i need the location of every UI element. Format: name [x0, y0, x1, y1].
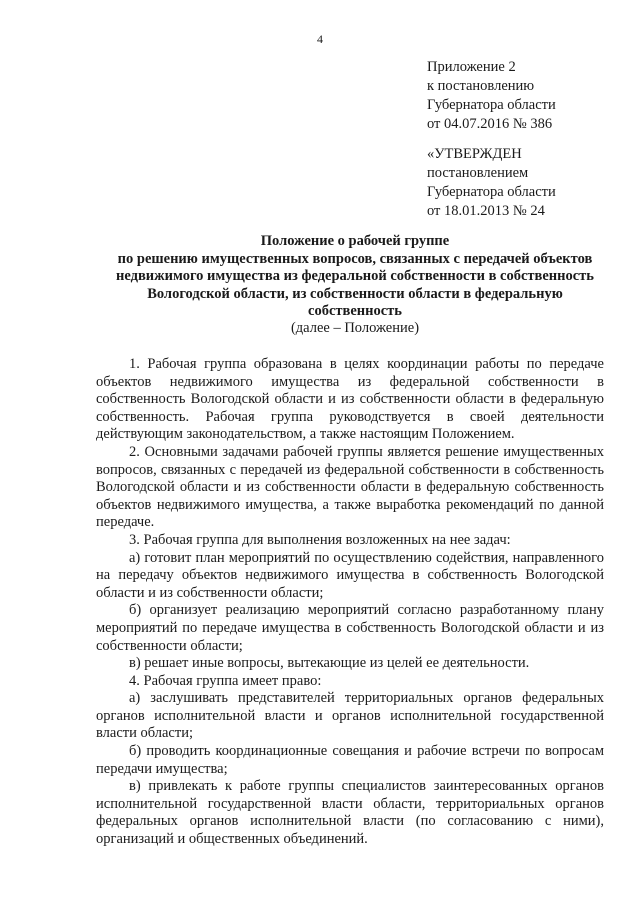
appendix-line: Приложение 2 — [427, 59, 516, 75]
appendix-line: к постановлению — [427, 78, 535, 94]
appendix-header — [427, 58, 556, 134]
approval-line: Губернатора области — [427, 184, 556, 200]
paragraph-4a: а) заслушивать представителей территориальных органов федеральных органов исполнительной власти и органов исполнительной государственной власти области; — [96, 690, 604, 742]
paragraph-3b: б) организует реализацию мероприятий согласно разработанному плану мероприятий по передаче имущества в собственность Вологодской области и из собственности области; — [96, 602, 604, 654]
paragraph-3c: в) решает иные вопросы, вытекающие из целей ее деятельности. — [129, 655, 530, 672]
approval-line: постановлением — [427, 165, 529, 181]
document-title — [90, 233, 620, 321]
page-number: 4 — [317, 32, 323, 46]
document-body — [96, 356, 604, 849]
title-line: собственность — [308, 303, 402, 319]
title-line: Вологодской области, из собственности области в федеральную — [147, 285, 563, 302]
title-line: недвижимого имущества из федеральной собственности в собственность — [116, 268, 594, 284]
paragraph-4b: б) проводить координационные совещания и рабочие встречи по вопросам передачи имущества; — [96, 743, 604, 777]
paragraph-4: 4. Рабочая группа имеет право: — [129, 672, 322, 689]
title-line: по решению имущественных вопросов, связанных с передачей объектов — [117, 250, 593, 267]
paragraph-3: 3. Рабочая группа для выполнения возложенных на нее задач: — [129, 531, 511, 548]
approval-line: «УТВЕРЖДЕН — [427, 146, 522, 162]
approval-stamp-text — [427, 145, 556, 221]
document-subtitle: (далее – Положение) — [290, 320, 420, 336]
title-line: Положение о рабочей группе — [260, 233, 450, 249]
paragraph-1: 1. Рабочая группа образована в целях координации работы по передаче объектов недвижимого имущества из федеральной собственности в собственность Вологодской области и из собственности области в федеральную собственность. Рабочая группа руководствуется в своей деятельности действующим законодательством, а также настоящим Положением. — [96, 356, 604, 443]
paragraph-4c: в) привлекать к работе группы специалистов заинтересованных органов исполнительной государственной власти области, территориальных органов федеральных органов исполнительной власти (по согласованию с ними), организаций и общественных объединений. — [96, 778, 604, 848]
approval-line: от 18.01.2013 № 24 — [427, 203, 545, 219]
paragraph-3a: а) готовит план мероприятий по осуществлению содействия, направленного на передачу объектов недвижимого имущества в собственность Вологодской области и из собственности области; — [96, 549, 604, 601]
appendix-line: Губернатора области — [427, 97, 556, 113]
appendix-line: от 04.07.2016 № 386 — [427, 116, 553, 132]
paragraph-2: 2. Основными задачами рабочей группы является решение имущественных вопросов, связанных с передачей из федеральной собственности в собственность Вологодской области и из собственности области в федеральную собственность объектов недвижимого имущества, а также выработка рекомендаций по данной передаче. — [96, 443, 604, 531]
